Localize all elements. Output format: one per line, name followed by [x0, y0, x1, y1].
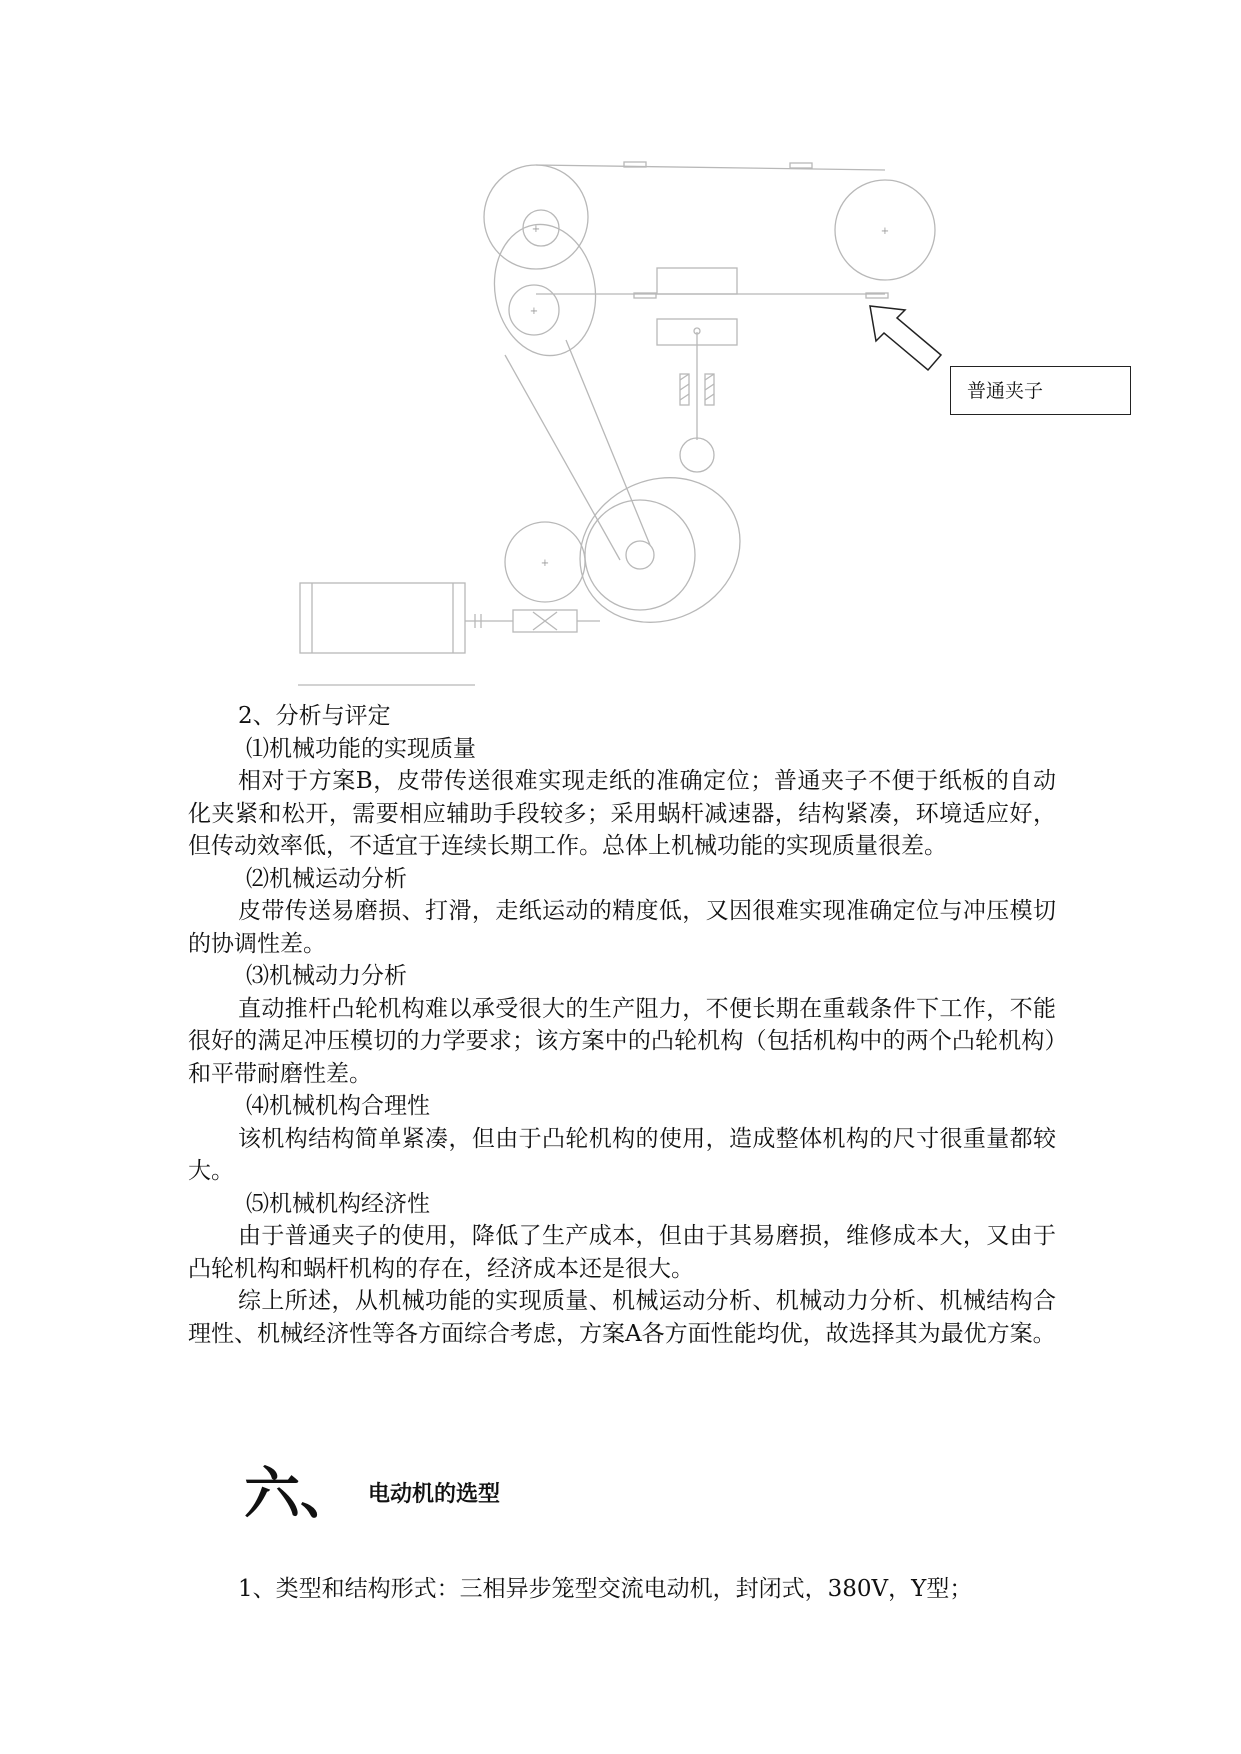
callout-label: 普通夹子	[967, 380, 1044, 402]
big-gear	[585, 500, 695, 610]
mechanism-diagram	[0, 0, 1241, 700]
svg-text:+: +	[540, 558, 550, 569]
analysis-section	[188, 700, 1056, 1350]
lower-cam	[556, 452, 764, 648]
section-6-heading	[244, 1452, 501, 1527]
sub3-text: 直动推杆凸轮机构难以承受很大的生产阻力，不便长期在重载条件下工作，不能很好的满足冲压模切的力学要求；该方案中的凸轮机构（包括机构中的两个凸轮机构）和平带耐磨性差。	[188, 995, 1056, 1087]
sub1-title: ⑴机械功能的实现质量	[246, 735, 476, 762]
small-roller	[523, 210, 559, 246]
svg-text:+: +	[531, 224, 541, 235]
svg-text:+: +	[529, 306, 539, 317]
upper-die	[657, 268, 737, 294]
left-pulley	[484, 165, 588, 269]
motor-body	[300, 583, 465, 653]
belt-top	[536, 165, 885, 170]
summary-text: 综上所述，从机械功能的实现质量、机械运动分析、机械动力分析、机械结构合理性、机械经济性等各方面综合考虑，方案A各方面性能均优，故选择其为最优方案。	[188, 1288, 1056, 1347]
sub5-text: 由于普通夹子的使用，降低了生产成本，但由于其易磨损，维修成本大，又由于凸轮机构和蜗杆机构的存在，经济成本还是很大。	[188, 1223, 1056, 1282]
cam-hub	[626, 541, 654, 569]
sub4-text: 该机构结构简单紧凑，但由于凸轮机构的使用，造成整体机构的尺寸很重量都较大。	[188, 1125, 1056, 1184]
callout-arrow-icon	[870, 306, 941, 370]
heading-2: 2、分析与评定	[238, 703, 391, 729]
motor-type-item: 1、类型和结构形式：三相异步笼型交流电动机，封闭式，380V，Y型；	[238, 1576, 973, 1602]
sub4-title: ⑷机械机构合理性	[246, 1093, 430, 1119]
sub5-title: ⑸机械机构经济性	[246, 1190, 430, 1217]
section-number: 六、	[244, 1461, 356, 1527]
clip-callout-box	[950, 366, 1131, 415]
sub1-text: 相对于方案B，皮带传送很难实现走纸的准确定位；普通夹子不便于纸板的自动化夹紧和松开，需要相应辅助手段较多；采用蜗杆减速器，结构紧凑，环境适应好，但传动效率低，不适宜于连续长期工作。总体上机械功能的实现质量很差。	[188, 768, 1056, 859]
follower-roller	[680, 438, 714, 472]
sub2-title: ⑵机械运动分析	[246, 865, 407, 892]
link-arm-2	[566, 340, 650, 545]
belt-clip-2	[790, 163, 812, 168]
svg-text:+: +	[880, 226, 890, 237]
upper-cam	[484, 216, 605, 363]
section-title: 电动机的选型	[368, 1482, 501, 1507]
belt-conveyor	[484, 162, 935, 298]
sub2-text: 皮带传送易磨损、打滑，走纸运动的精度低，又因很难实现准确定位与冲压模切的协调性差。	[188, 898, 1056, 957]
sub3-title: ⑶机械动力分析	[246, 963, 407, 989]
